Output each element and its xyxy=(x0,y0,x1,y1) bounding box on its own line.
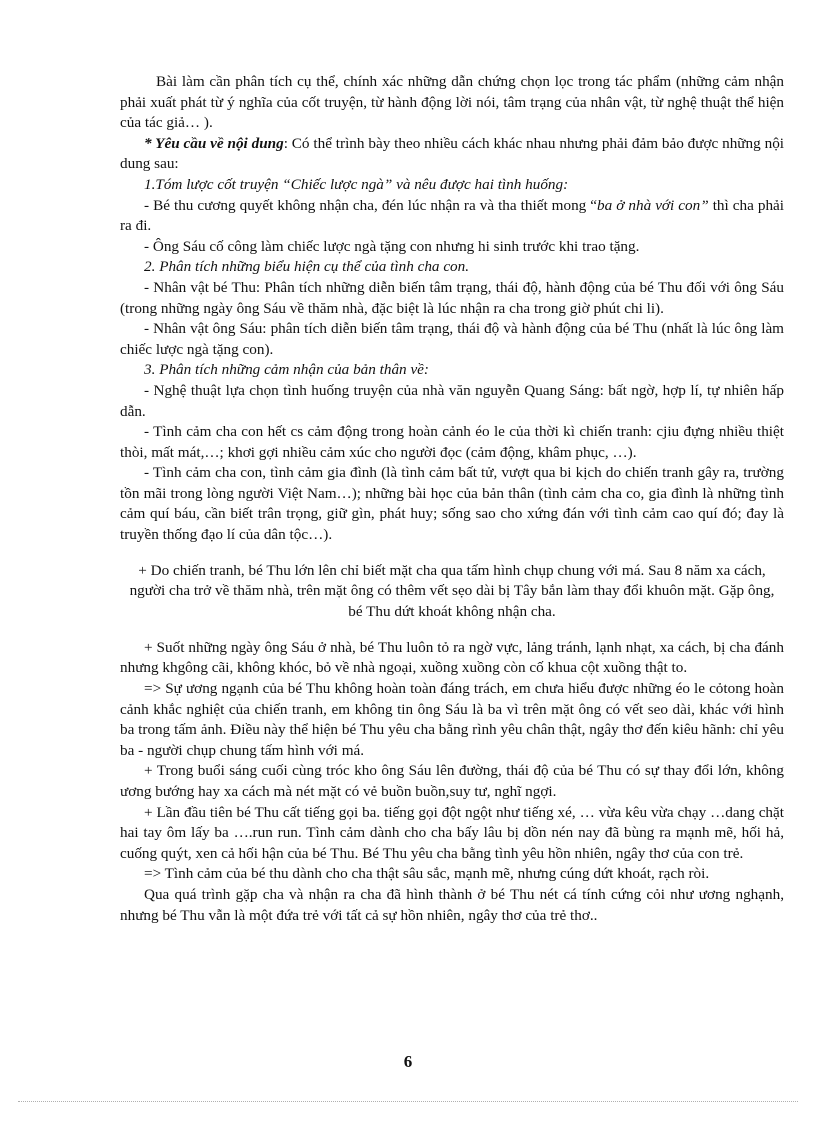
situation-1-end: thì cha phải ra đi. xyxy=(120,196,785,235)
requirements-text: : Có thể trình bày theo nhiều cách khác nhau nhưng phải đảm bảo được những nội dung sau: xyxy=(120,134,785,173)
page-number: 6 xyxy=(403,1052,413,1071)
paragraph-art: - Nghệ thuật lựa chọn tình huống truyện của nhà văn nguyễn Quang Sáng: bất ngờ, hợp lí, tự nhiên hấp dẫn. xyxy=(120,381,784,420)
paragraph-be-thu: - Nhân vật bé Thu: Phân tích những diễn biến tâm trạng, thái độ, hành động của bé Thu đối với ông Sáu (trong những ngày ông Sáu về thăm nhà, đặc biệt là lúc nhận ra cha trong giờ phút chi li). xyxy=(120,278,784,317)
paragraph-last-morning: + Trong buổi sáng cuối cùng tróc kho ông Sáu lên đường, thái độ của bé Thu có sự thay đổi lớn, không ương bướng hay xa cách mà nét mặt có vẻ buồn buồn,suy tư, nghĩ ngợi. xyxy=(120,762,784,800)
situation-1-quote: ba ở nhà với con” xyxy=(597,196,709,214)
footer-divider xyxy=(18,1101,798,1102)
paragraph-stubborn: => Sự ương ngạnh của bé Thu không hoàn toàn đáng trách, em chưa hiểu được những éo le cỏtong hoàn cảnh khắc nghiệt của chiến tranh, em không tin ông Sáu là ba vì trên mặt ông có vết seo dài, khác với hình ba trong tấm ảnh. Điều này thể hiện bé Thu yêu cha bằng rình yêu chân thật, ngây thơ đến kiêu hãnh: chỉ yêu ba - người chụp chung tấm hình với má. xyxy=(120,680,784,759)
paragraph-content-requirements xyxy=(120,134,784,175)
document-body xyxy=(120,72,784,926)
requirements-label: * Yêu cầu về nội dung xyxy=(144,134,284,152)
paragraph-war: + Do chiến tranh, bé Thu lớn lên chỉ biết mặt cha qua tấm hình chụp chung với má. Sau 8 năm xa cách, người cha trở về thăm nhà, trên mặt ông có thêm vết sẹo dài bị Tây bắn làm thay đổi khuôn mặt. Gặp ông, bé Thu dứt khoát không nhận cha. xyxy=(129,561,775,621)
paragraph-intro: Bài làm cần phân tích cụ thể, chính xác những dẫn chứng chọn lọc trong tác phẩm (những cảm nhận phải xuất phát từ ý nghĩa của cốt truyện, từ hành động lời nói, tâm trạng của nhân vật, từ nghệ thuật thể hiện của tác giả… ). xyxy=(120,73,784,132)
paragraph-days-home: + Suốt những ngày ông Sáu ở nhà, bé Thu luôn tỏ ra ngờ vực, lảng tránh, lạnh nhạt, xa cách, bị cha đánh nhưng khgông cãi, không khóc, bỏ về nhà ngoại, xuồng xuồng còn cố khua cột xuồng thật to. xyxy=(120,638,784,677)
paragraph-emotion: - Tình cảm cha con hết cs cảm động trong hoàn cảnh éo le của thời kì chiến tranh: cjiu đựng nhiều thiệt thòi, mất mát,…; khơi gợi nhiều cảm xúc cho người đọc (cảm động, khâm phục, …). xyxy=(120,423,784,461)
heading-3: 3. Phân tích những cảm nhận của bản thân về: xyxy=(144,361,429,379)
paragraph-situation-1 xyxy=(120,196,784,237)
paragraph-conclusion: => Tình cảm của bé thu dành cho cha thật sâu sắc, mạnh mẽ, nhưng cúng dứt khoát, rạch ròi. xyxy=(144,865,710,883)
paragraph-ong-sau: - Nhân vật ông Sáu: phân tích diễn biến tâm trạng, thái độ và hành động của bé Thu (nhất là lúc ông làm chiếc lược ngà tặng con). xyxy=(120,320,784,358)
paragraph-situation-2: - Ông Sáu cố công làm chiếc lược ngà tặng con nhưng hi sinh trước khi trao tặng. xyxy=(144,237,640,255)
paragraph-first-call: + Lần đầu tiên bé Thu cất tiếng gọi ba. tiếng gọi đột ngột như tiếng xé, … vừa kêu vừa chạy …dang chặt hai tay ôm lấy ba ….run run. Tình cảm dành cho cha bấy lâu bị dồn nén nay đã bùng ra mạnh mẽ, hối hả, cuống quýt, xen cả hối hận của bé Thu. Bé Thu yêu cha bằng tình yêu hồn nhiên, ngây thơ của con trẻ. xyxy=(120,803,784,862)
paragraph-summary: Qua quá trình gặp cha và nhận ra cha đã hình thành ở bé Thu nét cá tính cứng cỏi như ương nghạnh, nhưng bé Thu vẫn là một đứa trẻ với tất cả sự hồn nhiên, ngây thơ của trẻ thơ.. xyxy=(120,885,784,924)
heading-1: 1.Tóm lược cốt truyện “Chiếc lược ngà” và nêu được hai tình huống: xyxy=(144,175,569,193)
heading-2: 2. Phân tích những biểu hiện cụ thể của tình cha con. xyxy=(144,258,470,276)
situation-1-text: - Bé thu cương quyết không nhận cha, đén lúc nhận ra và tha thiết mong “ xyxy=(144,196,598,214)
paragraph-family: - Tình cảm cha con, tình cảm gia đình (là tình cảm bất tử, vượt qua bi kịch do chiến tranh gây ra, trường tồn mãi trong lòng người Việt Nam…); những bài học của bản thân (tình cảm cha co, gia đình là những tình cảm quí báu, cần biết trân trọng, giữ gìn, phát huy; sống sao cho xứng đán với tình cảm cao quí đó; đay là truyền thống đạo lí của dân tộc…). xyxy=(120,464,784,544)
